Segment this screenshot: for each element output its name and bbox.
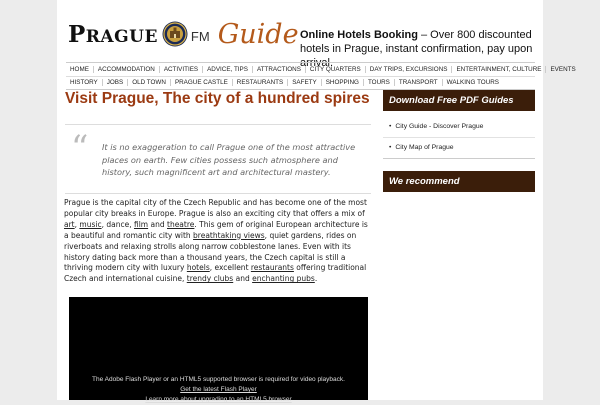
link-hotels[interactable]: hotels — [186, 263, 210, 273]
nav-item-city-quarters[interactable]: CITY QUARTERS — [305, 66, 365, 73]
intro-quote — [65, 124, 371, 194]
video-fallback-message — [69, 375, 368, 405]
nav-item-activities[interactable]: ACTIVITIES — [159, 66, 202, 73]
header — [57, 0, 543, 69]
bullet-icon: • — [389, 144, 392, 151]
pdf-guide-link[interactable]: City Guide - Discover Prague — [395, 123, 484, 130]
site-logo[interactable] — [68, 18, 299, 50]
logo-fm: FM — [190, 29, 210, 44]
main-nav-row2 — [66, 76, 535, 90]
promo-title[interactable]: Online Hotels Booking — [300, 29, 418, 41]
link-film[interactable]: film — [133, 219, 149, 229]
nav-item-accommodation[interactable]: ACCOMMODATION — [93, 66, 159, 73]
pdf-guides-heading: Download Free PDF Guides — [383, 90, 535, 111]
nav-item-history[interactable]: HISTORY — [70, 79, 98, 86]
link-art[interactable]: art — [64, 219, 75, 229]
quote-text: It is no exaggeration to call Prague one of the most attractive places on earth. Few cities possess such atmosphere and history, such magnificent art and architectural mastery. — [102, 142, 356, 177]
recommend-heading: We recommend — [383, 171, 535, 192]
nav-item-jobs[interactable]: JOBS — [102, 79, 127, 86]
nav-item-attractions[interactable]: ATTRACTIONS — [252, 66, 305, 73]
get-flash-link[interactable]: Get the latest Flash Player — [180, 386, 257, 393]
intro-paragraph: Prague is the capital city of the Czech Republic and has become one of the most popular city breaks in Europe. Prague is also an exciting city that offers a mix of art, music, dance, film and theatre. This gem of original European architecture is a beautiful and romantic city with breathtaking views, quiet gardens, rides on riverboats and relaxing strolls along narrow cobblestone lanes. Even with its history dating back more than a thousand years, the Czech capital is still a thriving modern city with luxury hotels, excellent restaurants offering traditional Czech and international cuisine, trendy clubs and enchanting pubs. — [64, 198, 368, 284]
link-enchanting-pubs[interactable]: enchanting pubs — [252, 274, 315, 284]
video-player[interactable] — [69, 297, 368, 403]
logo-guide: Guide — [217, 18, 299, 50]
list-item[interactable] — [383, 117, 535, 137]
bullet-icon: • — [389, 123, 392, 130]
nav-item-old-town[interactable]: OLD TOWN — [127, 79, 170, 86]
link-trendy-clubs[interactable]: trendy clubs — [186, 274, 234, 284]
sidebar — [383, 90, 535, 192]
nav-item-tours[interactable]: TOURS — [363, 79, 394, 86]
link-restaurants[interactable]: restaurants — [250, 263, 294, 273]
promo-text: – Over 800 discounted hotels in Prague, instant confirmation, pay upon arrival. — [300, 29, 533, 69]
video-notice: The Adobe Flash Player or an HTML5 supported browser is required for video playback. — [92, 376, 345, 383]
nav-item-transport[interactable]: TRANSPORT — [394, 79, 442, 86]
nav-item-restaurants[interactable]: RESTAURANTS — [232, 79, 287, 86]
link-theatre[interactable]: theatre — [167, 219, 195, 229]
page-title: Visit Prague, The city of a hundred spires — [65, 90, 370, 107]
city-seal-icon — [162, 21, 188, 47]
list-item[interactable] — [383, 137, 535, 158]
nav-item-shopping[interactable]: SHOPPING — [321, 79, 363, 86]
upgrade-html5-link[interactable]: Learn more about upgrading to an HTML5 browser — [145, 396, 292, 403]
nav-item-events[interactable]: EVENTS — [545, 66, 579, 73]
nav-item-safety[interactable]: SAFETY — [287, 79, 321, 86]
nav-item-day-trips[interactable]: DAY TRIPS, EXCURSIONS — [365, 66, 452, 73]
link-breathtaking-views[interactable]: breathtaking views — [193, 230, 265, 240]
logo-prague: PRAGUE — [68, 20, 158, 48]
nav-item-walking-tours[interactable]: WALKING TOURS — [442, 79, 503, 86]
nav-item-home[interactable]: HOME — [70, 66, 89, 73]
nav-item-advice-tips[interactable]: ADVICE, TIPS — [202, 66, 252, 73]
quote-mark-icon: “ — [71, 128, 89, 168]
main-nav-row1 — [66, 62, 576, 77]
link-music[interactable]: music — [79, 219, 102, 229]
nav-item-prague-castle[interactable]: PRAGUE CASTLE — [170, 79, 232, 86]
pdf-map-link[interactable]: City Map of Prague — [395, 144, 454, 151]
page — [57, 0, 576, 403]
nav-item-entertainment[interactable]: ENTERTAINMENT, CULTURE — [451, 66, 545, 73]
pdf-guides-list — [383, 117, 535, 159]
